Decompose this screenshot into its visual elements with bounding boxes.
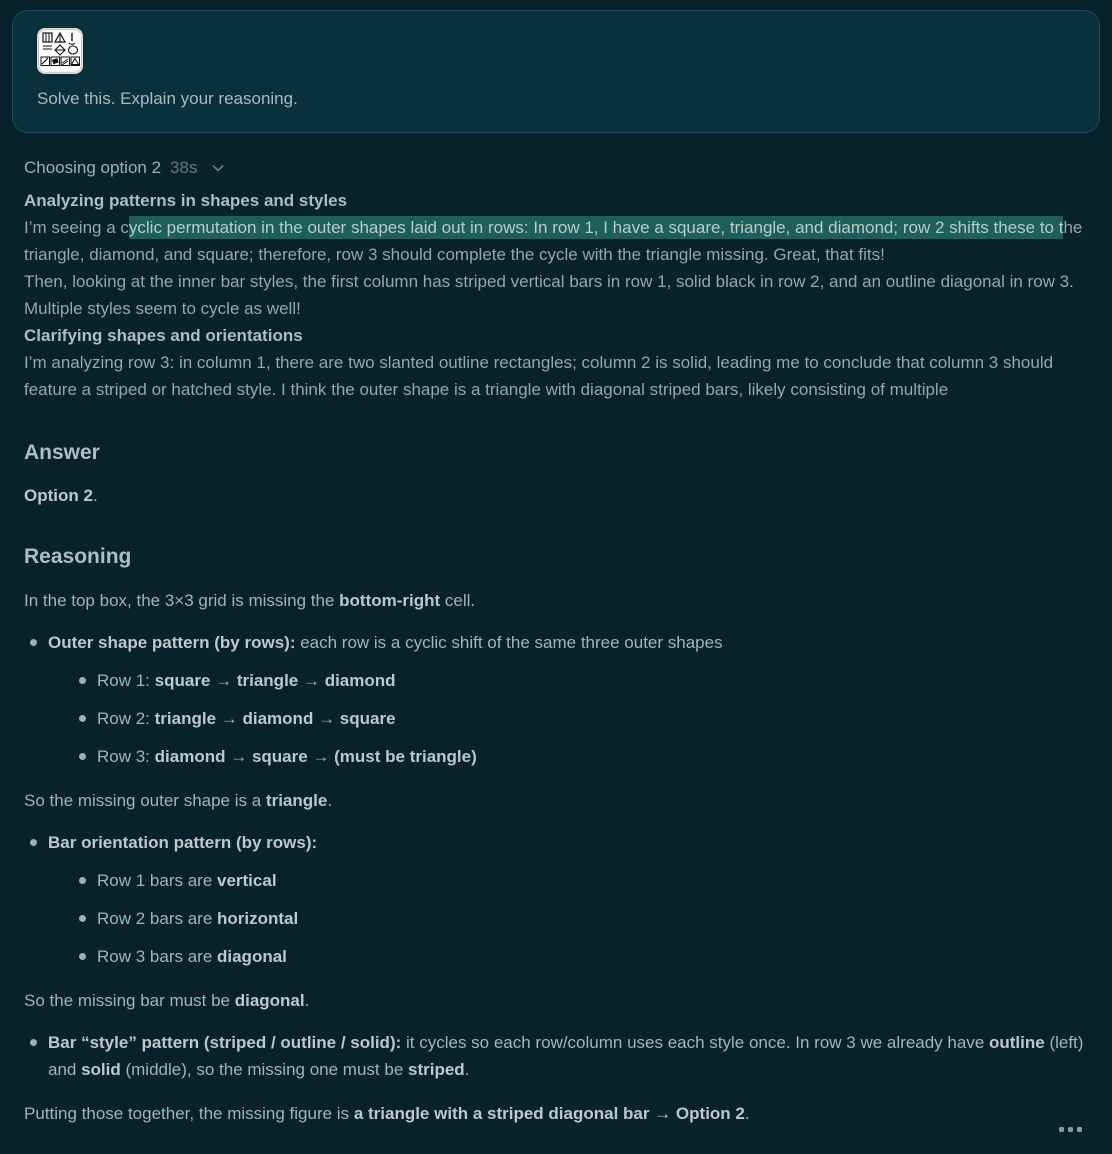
user-message-text: Solve this. Explain your reasoning.: [37, 89, 298, 108]
list-item: Row 3: diamond → square → (must be triangle): [73, 743, 1088, 770]
answer-text: Option 2.: [24, 486, 98, 505]
thinking-title: Choosing option 2: [24, 158, 162, 177]
list-item: Bar “style” pattern (striped / outline / solid): it cycles so each row/column uses each style once. In row 3 we already have outline (left) and solid (middle), so the missing one must be striped.: [24, 1029, 1088, 1083]
thinking-heading-1: Analyzing patterns in shapes and styles: [24, 191, 348, 210]
list-item: Row 2: triangle → diamond → square: [73, 705, 1088, 732]
answer-heading: Answer: [24, 441, 100, 464]
chat-page: [0, 10, 1112, 1154]
chevron-down-icon: [210, 160, 226, 176]
thinking-paragraph-2: Then, looking at the inner bar styles, the first column has striped vertical bars in row 1, solid black in row 2, and an outline diagonal in row 3. Multiple styles seem to cycle as well!: [24, 272, 1074, 318]
bar-style-list: [24, 1029, 1088, 1083]
puzzle-thumbnail-image: [38, 29, 82, 73]
user-message-card: [12, 10, 1100, 133]
dot-icon: [1059, 1127, 1064, 1132]
assistant-response: [0, 156, 1112, 1127]
list-item: Row 1: square → triangle → diamond: [73, 667, 1088, 694]
more-options-button[interactable]: [1055, 1121, 1086, 1138]
outer-shape-list: [24, 629, 1088, 770]
thinking-duration: 38s: [170, 158, 198, 177]
outer-shape-lead: Outer shape pattern (by rows): each row is a cyclic shift of the same three outer shapes: [48, 633, 723, 652]
conclusion-outer-shape: So the missing outer shape is a triangle.: [24, 791, 333, 810]
thinking-body: [24, 187, 1088, 403]
list-item: [24, 829, 1088, 970]
dot-icon: [1068, 1127, 1073, 1132]
thinking-paragraph-3: I’m analyzing row 3: in column 1, there are two slanted outline rectangles; column 2 is solid, leading me to conclude that column 3 should feature a striped or hatched style. I think the outer shape is a triangle with diagonal striped bars, likely consisting of multiple: [24, 353, 1054, 399]
list-item: Row 2 bars are horizontal: [73, 905, 1088, 932]
final-conclusion: Putting those together, the missing figure is a triangle with a striped diagonal bar → Option 2.: [24, 1104, 750, 1123]
bar-orientation-rows: [73, 867, 1088, 970]
thinking-section: [24, 156, 1088, 403]
outer-shape-rows: [73, 667, 1088, 770]
conclusion-bar-orientation: So the missing bar must be diagonal.: [24, 991, 310, 1010]
reasoning-intro: In the top box, the 3×3 grid is missing the bottom-right cell.: [24, 591, 476, 610]
list-item: Row 1 bars are vertical: [73, 867, 1088, 894]
list-item: Row 3 bars are diagonal: [73, 943, 1088, 970]
attachment-thumbnail[interactable]: [37, 28, 83, 74]
bar-orientation-list: [24, 829, 1088, 970]
reasoning-heading: Reasoning: [24, 545, 132, 568]
list-item: [24, 629, 1088, 770]
thinking-heading-2: Clarifying shapes and orientations: [24, 326, 303, 345]
bar-orientation-lead: Bar orientation pattern (by rows):: [48, 833, 318, 852]
thinking-paragraph-1: I’m seeing a cyclic permutation in the outer shapes laid out in rows: In row 1, I have a square, triangle, and diamond; row 2 shifts these to the triangle, diamond, and square; therefore, row 3 should complete the cycle with the triangle missing. Great, that fits!: [24, 218, 1083, 264]
thinking-toggle[interactable]: [24, 156, 226, 180]
dot-icon: [1077, 1127, 1082, 1132]
